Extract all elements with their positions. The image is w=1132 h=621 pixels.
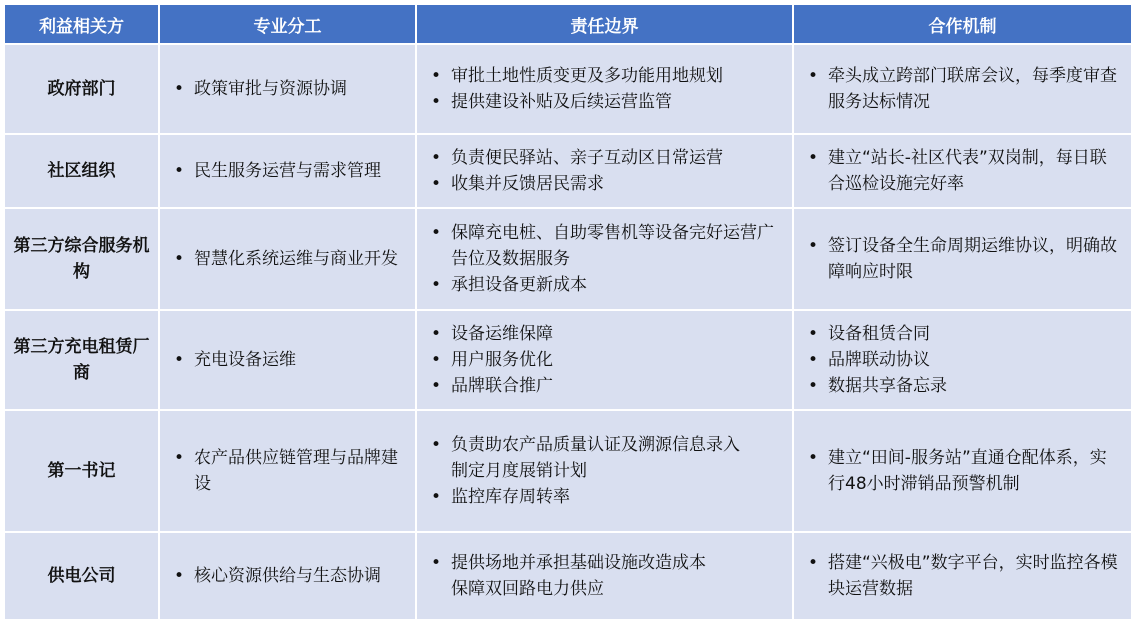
mechanism-item: • 建立“田间-服务站”直通仓配体系，实行48小时滞销品预警机制: [804, 445, 1123, 497]
boundary-cell: [417, 311, 792, 409]
table-row: [5, 209, 1131, 309]
boundary-cell: [417, 533, 792, 619]
boundary-item: • 提供场地并承担基础设施改造成本: [427, 550, 784, 576]
header-boundary: 责任边界: [417, 5, 792, 43]
division-item: • 智慧化系统运维与商业开发: [170, 246, 407, 272]
mechanism-cell: [794, 311, 1131, 409]
stakeholder-cell: 政府部门: [5, 45, 158, 133]
boundary-item: • 监控库存周转率: [427, 484, 784, 510]
header-division: 专业分工: [160, 5, 415, 43]
boundary-item: 保障双回路电力供应: [451, 579, 604, 599]
mechanism-cell: [794, 209, 1131, 309]
mechanism-item: • 建立“站长-社区代表”双岗制，每日联合巡检设施完好率: [804, 145, 1123, 197]
header-stakeholder: 利益相关方: [5, 5, 158, 43]
stakeholder-cell: 第三方充电租赁厂商: [5, 311, 158, 409]
division-cell: [160, 209, 415, 309]
table-row: [5, 135, 1131, 207]
mechanism-item: • 品牌联动协议: [804, 347, 1123, 373]
division-cell: [160, 135, 415, 207]
table-row: [5, 311, 1131, 409]
mechanism-cell: [794, 411, 1131, 531]
mechanism-item: • 牵头成立跨部门联席会议，每季度审查服务达标情况: [804, 63, 1123, 115]
boundary-item: • 提供建设补贴及后续运营监管: [427, 89, 784, 115]
division-item: • 核心资源供给与生态协调: [170, 563, 407, 589]
boundary-item: • 承担设备更新成本: [427, 272, 784, 298]
boundary-cell: [417, 411, 792, 531]
mechanism-item: • 设备租赁合同: [804, 321, 1123, 347]
boundary-item: • 审批土地性质变更及多功能用地规划: [427, 63, 784, 89]
division-item: • 民生服务运营与需求管理: [170, 158, 407, 184]
mechanism-item: • 签订设备全生命周期运维协议，明确故障响应时限: [804, 233, 1123, 285]
stakeholder-cell: 供电公司: [5, 533, 158, 619]
boundary-item: • 设备运维保障: [427, 321, 784, 347]
division-item: • 农产品供应链管理与品牌建设: [170, 445, 407, 497]
stakeholder-cell: 第三方综合服务机构: [5, 209, 158, 309]
boundary-cell: [417, 135, 792, 207]
boundary-item: • 负责便民驿站、亲子互动区日常运营: [427, 145, 784, 171]
mechanism-item: • 搭建“兴极电”数字平台，实时监控各模块运营数据: [804, 550, 1123, 602]
table-header-row: [5, 5, 1131, 43]
division-cell: [160, 533, 415, 619]
stakeholder-table: [3, 3, 1132, 621]
boundary-item: 制定月度展销计划: [451, 461, 587, 481]
boundary-item: • 负责助农产品质量认证及溯源信息录入: [427, 432, 784, 458]
division-cell: [160, 45, 415, 133]
division-item: • 充电设备运维: [170, 347, 407, 373]
boundary-cell: [417, 45, 792, 133]
header-mechanism: 合作机制: [794, 5, 1131, 43]
boundary-item: • 品牌联合推广: [427, 373, 784, 399]
mechanism-cell: [794, 135, 1131, 207]
stakeholder-cell: 第一书记: [5, 411, 158, 531]
division-cell: [160, 411, 415, 531]
mechanism-cell: [794, 45, 1131, 133]
mechanism-item: • 数据共享备忘录: [804, 373, 1123, 399]
table-row: [5, 533, 1131, 619]
boundary-item: • 收集并反馈居民需求: [427, 171, 784, 197]
division-item: • 政策审批与资源协调: [170, 76, 407, 102]
boundary-cell: [417, 209, 792, 309]
stakeholder-cell: 社区组织: [5, 135, 158, 207]
boundary-item: • 用户服务优化: [427, 347, 784, 373]
boundary-item: • 保障充电桩、自助零售机等设备完好运营广告位及数据服务: [427, 220, 784, 272]
division-cell: [160, 311, 415, 409]
table-row: [5, 45, 1131, 133]
table-row: [5, 411, 1131, 531]
mechanism-cell: [794, 533, 1131, 619]
